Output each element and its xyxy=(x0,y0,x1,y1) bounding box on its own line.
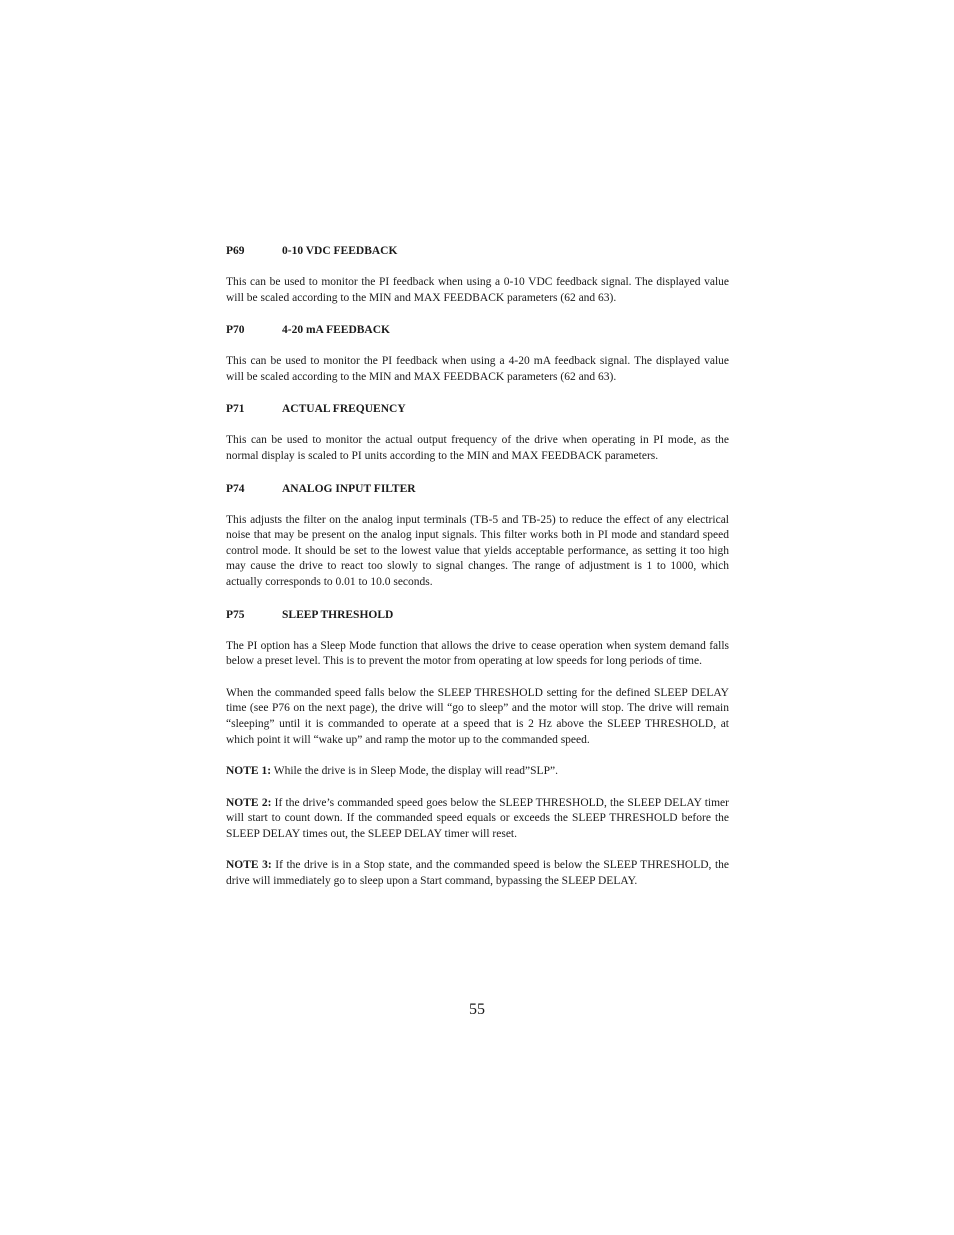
note-label: NOTE 2: xyxy=(226,796,272,809)
section-heading-p69 xyxy=(226,243,729,259)
paragraph: The PI option has a Sleep Mode function that allows the drive to cease operation when system demand falls below a preset level. This is to prevent the motor from operating at low speeds for long periods of time. xyxy=(226,639,729,668)
paragraph: This can be used to monitor the actual output frequency of the drive when operating in PI mode, as the normal display is scaled to PI units according to the MIN and MAX FEEDBACK parameters. xyxy=(226,434,729,462)
param-code: P70 xyxy=(226,324,245,337)
note-label: NOTE 3: xyxy=(226,859,272,872)
param-code: P75 xyxy=(226,608,245,621)
page-number: 55 xyxy=(469,1001,485,1018)
note-1 xyxy=(226,764,729,780)
param-title: 4-20 mA FEEDBACK xyxy=(282,324,390,337)
note-text: If the drive is in a Stop state, and the commanded speed is below the SLEEP THRESHOLD, the drive will immediately go to sleep upon a Start command, bypassing the SLEEP DELAY. xyxy=(226,859,729,888)
param-code: P74 xyxy=(226,482,245,495)
param-title: 0-10 VDC FEEDBACK xyxy=(282,245,398,257)
param-code: P69 xyxy=(226,245,245,257)
note-3 xyxy=(226,858,729,889)
section-heading-p71 xyxy=(226,401,729,417)
param-title: SLEEP THRESHOLD xyxy=(282,608,394,621)
paragraph: This can be used to monitor the PI feedback when using a 4-20 mA feedback signal. The displayed value will be scaled according to the MIN and MAX FEEDBACK parameters (62 and 63). xyxy=(226,355,729,383)
note-label: NOTE 1: xyxy=(226,765,272,778)
note-text: While the drive is in Sleep Mode, the display will read”SLP”. xyxy=(271,765,558,778)
param-title: ANALOG INPUT FILTER xyxy=(282,482,416,495)
note-2 xyxy=(226,796,729,843)
section-heading-p74 xyxy=(226,481,729,497)
section-heading-p75 xyxy=(226,607,729,623)
document-body xyxy=(226,243,729,890)
param-code: P71 xyxy=(226,403,245,416)
paragraph: This can be used to monitor the PI feedback when using a 0-10 VDC feedback signal. The displayed value will be scaled according to the MIN and MAX FEEDBACK parameters (62 and 63). xyxy=(226,276,729,304)
paragraph: This adjusts the filter on the analog input terminals (TB-5 and TB-25) to reduce the effect of any electrical noise that may be present on the analog input signals. This filter works both in PI mode and standard speed control mode. It should be set to the lowest value that yields acceptable performance, as setting it too high may cause the drive to react too slowly to signal changes. The range of adjustment is 1 to 1000, which actually corresponds to 0.01 to 10.0 seconds. xyxy=(226,513,729,588)
note-text: If the drive’s commanded speed goes below the SLEEP THRESHOLD, the SLEEP DELAY timer will start to count down. If the commanded speed equals or exceeds the SLEEP THRESHOLD before the SLEEP DELAY times out, the SLEEP DELAY timer will reset. xyxy=(226,796,729,840)
section-heading-p70 xyxy=(226,322,729,338)
paragraph: When the commanded speed falls below the SLEEP THRESHOLD setting for the defined SLEEP DELAY time (see P76 on the next page), the drive will “go to sleep” and the motor will stop. The drive will remain “sleeping” until it is commanded to operate at a speed that is 2 Hz above the SLEEP THRESHOLD, at which point it will “wake up” and ramp the motor up to the commanded speed. xyxy=(226,686,729,746)
param-title: ACTUAL FREQUENCY xyxy=(282,403,406,416)
